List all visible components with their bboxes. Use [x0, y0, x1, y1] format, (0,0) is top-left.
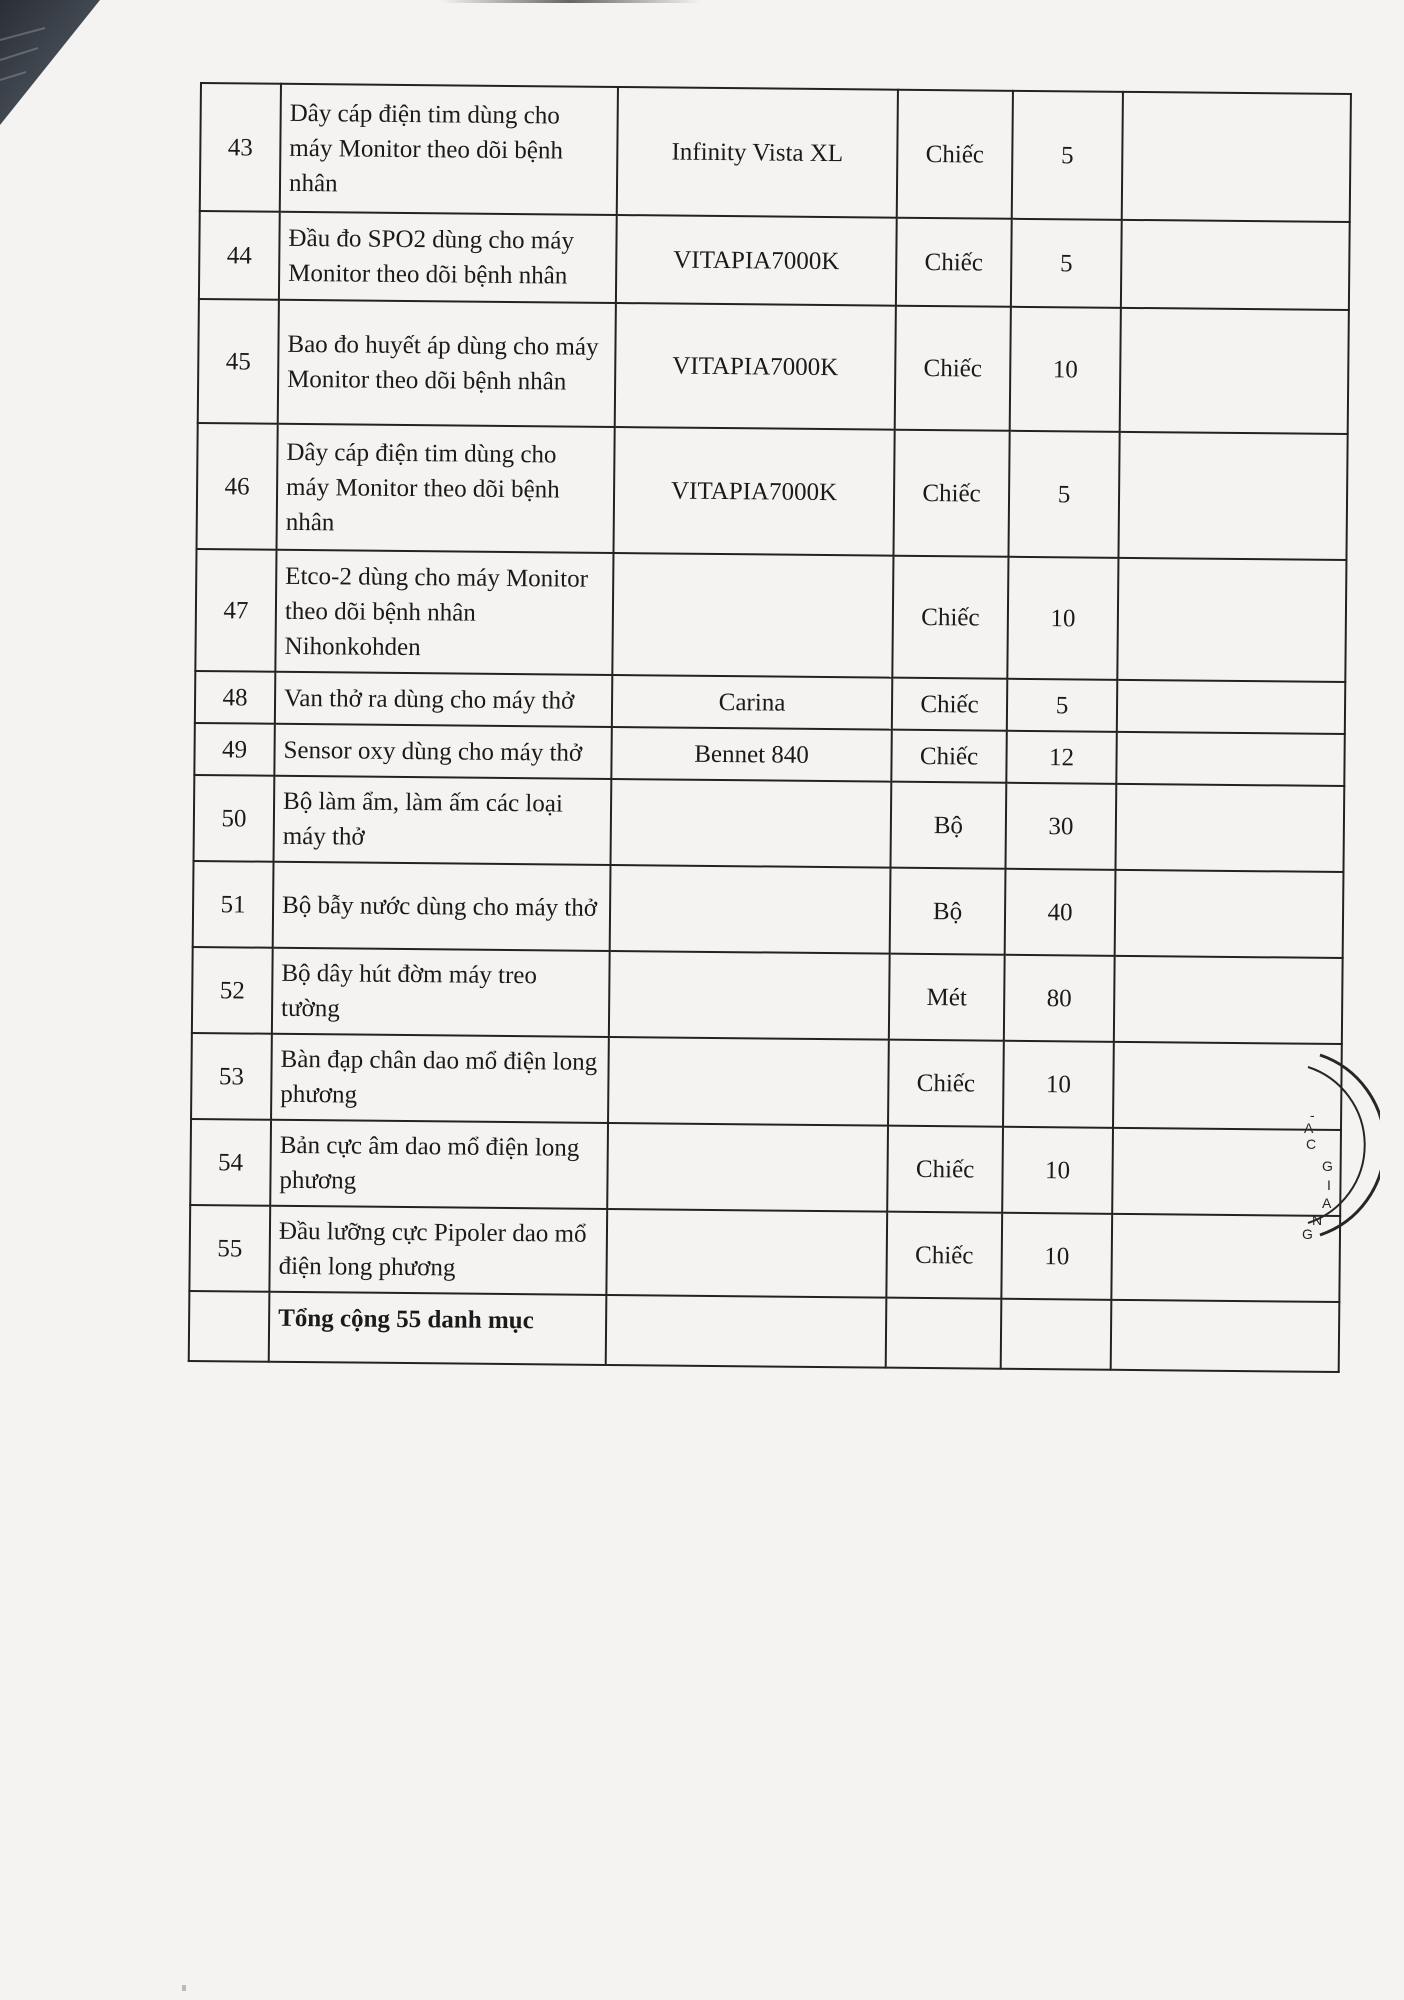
item-name-cell: Dây cáp điện tim dùng cho máy Monitor theo dõi bệnh nhân [280, 84, 618, 215]
stt-cell: 47 [195, 549, 276, 672]
table-row [190, 1119, 1341, 1216]
stt-cell: 46 [197, 423, 278, 550]
unit-cell: Chiếc [893, 430, 1009, 557]
scan-shadow-corner [0, 0, 130, 130]
model-cell: Bennet 840 [611, 727, 891, 782]
table-row [195, 549, 1346, 682]
item-name-cell: Bàn đạp chân dao mổ điện long phương [271, 1034, 609, 1123]
stt-cell: 54 [190, 1119, 271, 1206]
model-cell [609, 951, 890, 1040]
quantity-cell: 80 [1004, 955, 1115, 1042]
unit-cell: Chiếc [888, 1040, 1004, 1127]
item-name-cell: Dây cáp điện tim dùng cho máy Monitor theo dõi bệnh nhân [277, 424, 615, 553]
item-name-cell: Bản cực âm dao mổ điện long phương [270, 1120, 608, 1209]
model-cell [606, 1209, 887, 1298]
unit-cell: Chiếc [892, 556, 1008, 679]
model-cell: Infinity Vista XL [617, 87, 898, 218]
note-cell [1120, 308, 1349, 434]
stt-cell: 45 [198, 299, 279, 424]
note-cell [1118, 432, 1347, 560]
unit-cell: Mét [889, 954, 1005, 1041]
unit-cell: Chiếc [891, 730, 1006, 783]
quantity-cell: 10 [1003, 1041, 1114, 1128]
note-cell [1115, 870, 1344, 958]
stt-cell: 52 [192, 947, 273, 1034]
total-row [189, 1291, 1340, 1372]
model-cell [608, 1037, 889, 1126]
stt-cell: 55 [189, 1205, 270, 1292]
item-name-cell: Bộ bẫy nước dùng cho máy thở [273, 862, 611, 951]
item-name-cell: Bộ làm ẩm, làm ấm các loại máy thở [274, 776, 612, 865]
unit-cell: Bộ [890, 868, 1006, 955]
stt-cell: 48 [195, 671, 275, 724]
svg-text:G: G [1302, 1226, 1313, 1242]
unit-cell: Chiếc [897, 90, 1013, 219]
stt-cell: 44 [199, 211, 280, 300]
table-row [189, 1205, 1340, 1302]
item-name-cell: Van thở ra dùng cho máy thở [275, 672, 612, 727]
model-cell: VITAPIA7000K [616, 215, 897, 306]
item-name-cell: Etco-2 dùng cho máy Monitor theo dõi bệnh nhân Nihonkohden [275, 550, 613, 675]
table-row [194, 775, 1345, 872]
scan-edge-line [440, 0, 700, 3]
quantity-cell: 30 [1005, 783, 1116, 870]
quantity-cell: 5 [1011, 219, 1122, 308]
items-table-body [189, 83, 1351, 1372]
note-cell [1121, 220, 1350, 310]
item-name-cell: Bộ dây hút đờm máy treo tường [272, 948, 610, 1037]
table-row [200, 83, 1351, 222]
table-row [193, 861, 1344, 958]
note-cell [1115, 784, 1344, 872]
stt-cell: 50 [194, 775, 275, 862]
svg-text:I: I [1327, 1177, 1331, 1193]
note-cell [1117, 680, 1345, 734]
svg-text:-: - [1310, 1107, 1315, 1123]
total-qty-cell [1001, 1299, 1112, 1370]
model-cell [612, 553, 893, 678]
total-note-cell [1111, 1300, 1340, 1372]
quantity-cell: 40 [1005, 869, 1116, 956]
table-row [192, 947, 1343, 1044]
red-seal-stamp [1300, 1045, 1380, 1245]
total-label: Tổng cộng 55 danh mục [269, 1292, 607, 1365]
model-cell [610, 865, 891, 954]
model-cell: VITAPIA7000K [613, 427, 894, 556]
scan-speck [182, 1985, 186, 1991]
model-cell [611, 779, 892, 868]
unit-cell: Chiếc [896, 218, 1012, 307]
unit-cell: Chiếc [892, 678, 1007, 731]
total-model-cell [606, 1295, 887, 1368]
svg-text:N: N [1312, 1212, 1323, 1228]
item-name-cell: Đầu đo SPO2 dùng cho máy Monitor theo dõi bệnh nhân [279, 212, 617, 303]
quantity-cell: 5 [1008, 431, 1119, 558]
note-cell [1122, 92, 1351, 222]
quantity-cell: 5 [1012, 91, 1123, 220]
svg-text:G: G [1322, 1158, 1333, 1174]
model-cell: Carina [612, 675, 892, 730]
stt-cell: 43 [200, 83, 281, 212]
quantity-cell: 10 [1010, 307, 1121, 432]
quantity-cell: 5 [1007, 679, 1117, 732]
stt-cell: 49 [194, 723, 274, 776]
note-cell [1117, 558, 1346, 682]
model-cell [607, 1123, 888, 1212]
items-table [188, 82, 1352, 1373]
model-cell: VITAPIA7000K [615, 303, 896, 430]
quantity-cell: 12 [1006, 731, 1116, 784]
note-cell [1114, 956, 1343, 1044]
total-unit-cell [886, 1298, 1002, 1369]
unit-cell: Chiếc [895, 306, 1011, 431]
item-name-cell: Sensor oxy dùng cho máy thở [274, 724, 611, 779]
svg-text:C: C [1306, 1136, 1317, 1152]
quantity-cell: 10 [1001, 1213, 1112, 1300]
table-row [199, 211, 1350, 310]
quantity-cell: 10 [1002, 1127, 1113, 1214]
total-stt-cell [189, 1291, 270, 1362]
note-cell [1116, 732, 1344, 786]
unit-cell: Chiếc [886, 1212, 1002, 1299]
table-row [197, 423, 1348, 560]
quantity-cell: 10 [1007, 557, 1118, 680]
document-sheet [188, 82, 1350, 1373]
unit-cell: Chiếc [887, 1126, 1003, 1213]
table-row [191, 1033, 1342, 1130]
svg-text:A: A [1322, 1195, 1332, 1211]
item-name-cell: Đầu lưỡng cực Pipoler dao mổ điện long phương [269, 1206, 607, 1295]
unit-cell: Bộ [890, 782, 1006, 869]
table-row [198, 299, 1349, 434]
stt-cell: 53 [191, 1033, 272, 1120]
svg-text:A: A [1304, 1120, 1314, 1136]
stt-cell: 51 [193, 861, 274, 948]
item-name-cell: Bao đo huyết áp dùng cho máy Monitor theo dõi bệnh nhân [278, 300, 616, 427]
